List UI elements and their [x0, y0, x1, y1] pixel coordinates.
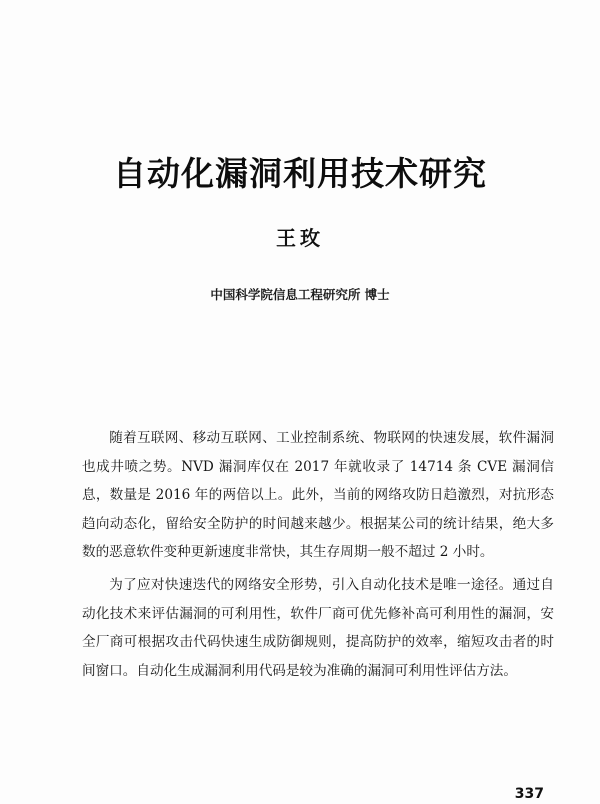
document-title: 自动化漏洞利用技术研究 — [113, 154, 487, 193]
paragraph-1: 随着互联网、移动互联网、工业控制系统、物联网的快速发展，软件漏洞也成井喷之势。NVD 漏洞库仅在 2017 年就收录了 14714 条 CVE 漏洞信息，数量是 2016 年的两倍以上。此外，当前的网络攻防日趋激烈，对抗形态趋向动态化，留给安全防护的时间越来越少。根据某公司的统计结果，绝大多数的恶意软件变种更新速度非常快，其生存周期一般不超过 2 小时。 — [82, 430, 554, 561]
author-affiliation: 中国科学院信息工程研究所 博士 — [210, 287, 390, 302]
paragraph-2: 为了应对快速迭代的网络安全形势，引入自动化技术是唯一途径。通过自动化技术来评估漏洞的可利用性，软件厂商可优先修补高可利用性的漏洞，安全厂商可根据攻击代码快速生成防御规则，提高防护的效率，缩短攻击者的时间窗口。自动化生成漏洞利用代码是较为准确的漏洞可利用性评估方法。 — [82, 576, 554, 679]
author-name: 王玫 — [276, 226, 324, 250]
page-number: 337 — [514, 786, 544, 802]
body-text — [82, 424, 554, 685]
